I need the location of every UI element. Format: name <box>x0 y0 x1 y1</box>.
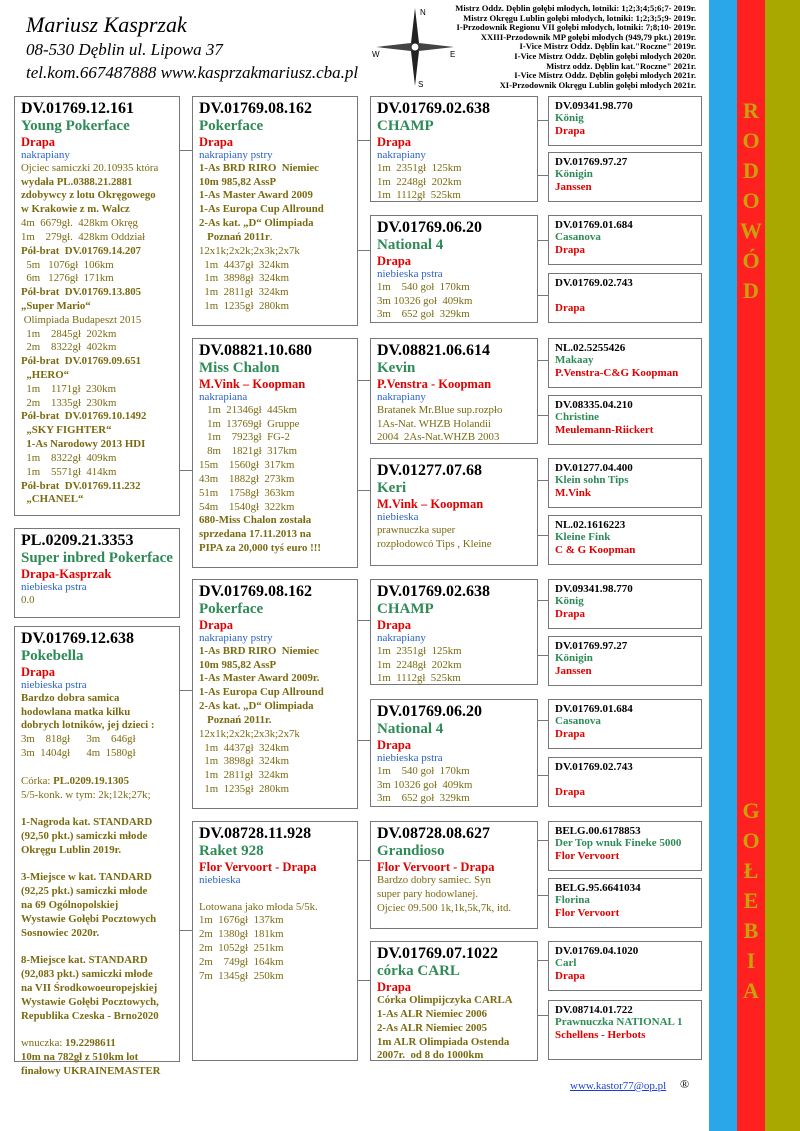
pedigree-note: prawnuczka super <box>377 523 456 536</box>
pedigree-note: 3m 1404gł 4m 1580gł <box>21 747 136 760</box>
plumage-color: nakrapiany <box>377 391 426 404</box>
pedigree-note: 2007r. od 8 do 1000km <box>377 1049 484 1062</box>
pigeon-name: Kleine Fink <box>555 531 611 544</box>
breeder-name: Drapa <box>21 134 56 149</box>
pigeon-name: Grandioso <box>377 842 445 859</box>
compass-e-label: E <box>450 50 456 59</box>
plumage-color: niebieska pstra <box>21 679 87 692</box>
title-line: XI-Przodownik Okręgu Lublin gołębi młodych 2021r. <box>499 79 696 90</box>
pedigree-note: 1m 3898gł 324km <box>199 755 289 768</box>
pedigree-note: Poznań 2011r. <box>199 713 272 726</box>
card-g6 <box>548 395 702 445</box>
pedigree-note: na 69 Ogólnopolskiej <box>21 899 119 912</box>
pedigree-note: 1-As ALR Niemiec 2006 <box>377 1008 488 1021</box>
side-letter: D <box>743 278 759 303</box>
side-letter: E <box>743 888 759 913</box>
pedigree-note: Sosnowiec 2020r. <box>21 926 100 939</box>
pigeon-name: Florina <box>555 894 590 907</box>
pedigree-note: wnuczka: 19.2298611 <box>21 1037 116 1050</box>
pedigree-note: sprzedana 17.11.2013 na <box>199 528 312 541</box>
card-dam-dam <box>192 821 358 1061</box>
card-g15 <box>548 941 702 991</box>
pedigree-note: (92,50 pkt.) samiczki młode <box>21 829 148 842</box>
pedigree-note: 4m 6679gł. 428km Okręg <box>21 217 138 230</box>
pedigree-note: 1-As BRD RIRO Niemiec <box>199 161 319 174</box>
ring-number: DV.08728.11.928 <box>199 825 312 842</box>
pedigree-note: „SKY FIGHTER“ <box>21 424 112 437</box>
ring-number: DV.01769.02.743 <box>555 277 633 289</box>
pedigree-note: 1m 1171gł 230km <box>21 382 116 395</box>
breeder-name: Flor Vervoort - Drapa <box>199 859 317 874</box>
breeder-name: Drapa <box>377 253 412 268</box>
pedigree-note: 10m na 782gł z 510km lot <box>21 1050 139 1063</box>
card-g7 <box>548 458 702 508</box>
pedigree-note: 43m 1882gł 273km <box>199 472 295 485</box>
header-titles <box>455 4 696 90</box>
breeder-name: Drapa <box>199 134 234 149</box>
pigeon-name: Christine <box>555 411 599 424</box>
compass-rose-icon <box>372 4 458 90</box>
ring-number: DV.01769.12.161 <box>21 100 135 117</box>
ring-number: DV.01769.01.684 <box>555 219 633 231</box>
ring-number: DV.08821.10.680 <box>199 342 313 359</box>
breeder-name: Drapa <box>377 737 412 752</box>
pigeon-name: König <box>555 595 584 608</box>
card-g16 <box>548 1000 702 1060</box>
pedigree-note: 5/5-konk. w tym: 2k;12k;27k; <box>21 788 151 801</box>
pedigree-note: 51m 1758gł 363km <box>199 486 295 499</box>
registered-mark: ® <box>680 1077 690 1091</box>
pigeon-name: Klein sohn Tips <box>555 474 629 487</box>
pedigree-note: Okręgu Lublin 2019r. <box>21 843 122 856</box>
side-letter: Ł <box>743 858 759 883</box>
pedigree-note <box>199 887 351 901</box>
pedigree-note: 1m 2811gł 324km <box>199 286 289 299</box>
title-line: Mistrz oddz. Dęblin kat."Roczne" 2021r. <box>546 60 696 71</box>
ring-number: DV.08335.04.210 <box>555 399 633 411</box>
ring-number: BELG.95.6641034 <box>555 882 641 894</box>
ring-number: DV.01769.02.743 <box>555 761 633 773</box>
plumage-color: nakrapiany <box>377 632 426 645</box>
pedigree-note: 5m 1076gł 106km <box>21 258 114 271</box>
title-line: I-Przodownik Regionu VII gołębi młodych, lotniki: 7;8;10- 2019r. <box>456 22 696 33</box>
pedigree-note: 1m 2845gł 202km <box>21 327 117 340</box>
pedigree-note: 2m 749gł 164km <box>199 955 284 968</box>
card-dds <box>370 821 538 929</box>
pedigree-note: 1m 4437gł 324km <box>199 258 289 271</box>
card-g4 <box>548 273 702 323</box>
pedigree-note: 1m 2351gł 125km <box>377 161 462 174</box>
side-letter: W <box>740 218 762 243</box>
side-letter: I <box>746 948 756 973</box>
pedigree-note: 1-As Master Award 2009 <box>199 189 313 202</box>
breeder-name: Flor Vervoort <box>555 849 620 862</box>
pigeon-name: National 4 <box>377 236 444 253</box>
title-line: I-Vice Mistrz Oddz. Dęblin gołębi młodych 2021r. <box>514 70 696 81</box>
pigeon-name: Pokebella <box>21 647 84 664</box>
pedigree-note: 0.0 <box>21 593 35 606</box>
ring-number: DV.01769.97.27 <box>555 156 628 168</box>
pedigree-note: 1m 8322gł 409km <box>21 451 117 464</box>
pedigree-note: 1m 1112gł 525km <box>377 672 461 685</box>
pedigree-note: w Krakowie z m. Walcz <box>21 203 130 216</box>
pigeon-name: Der Top wnuk Fineke 5000 <box>555 837 682 850</box>
ring-number: DV.01769.01.684 <box>555 703 633 715</box>
ring-number: DV.08821.06.614 <box>377 342 491 359</box>
pedigree-note: Pół-brat DV.01769.10.1492 <box>21 410 147 423</box>
pedigree-note: 1m 13769gł Gruppe <box>199 417 300 430</box>
header-address: 08-530 Dęblin ul. Lipowa 37 <box>26 40 223 59</box>
pedigree-note: 2-As kat. „D“ Olimpiada <box>199 217 314 230</box>
pedigree-note: 2-As kat. „D“ Olimpiada <box>199 700 314 713</box>
breeder-name: Drapa <box>555 786 585 799</box>
pedigree-note: 1m 1676gł 137km <box>199 914 284 927</box>
card-g12 <box>548 757 702 807</box>
pedigree-note: 1m 21346gł 445km <box>199 403 298 416</box>
breeder-name: M.Vink – Koopman <box>377 496 484 511</box>
pedigree-note: 1-As Europa Cup Allround <box>199 203 324 216</box>
side-title-top <box>737 100 765 310</box>
breeder-name: M.Vink – Koopman <box>199 376 306 391</box>
pedigree-note: 1m 2351gł 125km <box>377 644 462 657</box>
pigeon-name: córka CARL <box>377 962 460 979</box>
breeder-name: Flor Vervoort <box>555 906 620 919</box>
card-dss <box>370 579 538 685</box>
title-line: XXIII-Przodownik MP gołębi młodych (949,79 pkt.) 2019r. <box>480 31 696 42</box>
pedigree-note: 680-Miss Chalon została <box>199 514 312 527</box>
pedigree-note: 2m 1052gł 251km <box>199 942 284 955</box>
pedigree-note: 3m 818gł 3m 646gł <box>21 733 136 746</box>
pigeon-name: Raket 928 <box>199 842 264 859</box>
card-dam <box>14 626 180 1077</box>
breeder-name: Drapa-Kasprzak <box>21 566 112 581</box>
pigeon-name: Casanova <box>555 715 601 728</box>
plumage-color: nakrapiana <box>199 391 248 404</box>
pedigree-note <box>21 761 173 775</box>
title-line: I-Vice Mistrz Oddz. Dęblin gołębi młodych 2020r. <box>514 50 696 61</box>
pedigree-note: Wystawie Gołębi Pocztowych <box>21 912 157 925</box>
pedigree-note: 1-As Narodowy 2013 HDI <box>21 438 146 451</box>
pedigree-note: „HERO“ <box>21 369 69 382</box>
breeder-name: Drapa <box>555 727 585 740</box>
card-dsd <box>370 699 538 807</box>
pigeon-name: Königin <box>555 168 593 181</box>
pedigree-note: „Super Mario“ <box>21 299 91 312</box>
breeder-name: Flor Vervoort - Drapa <box>377 859 495 874</box>
breeder-name: Drapa <box>199 617 234 632</box>
ring-number: DV.01277.04.400 <box>555 462 633 474</box>
card-g9 <box>548 579 702 629</box>
card-dam-sire <box>192 579 358 809</box>
pedigree-note: 1m 2248gł 202km <box>377 175 462 188</box>
ring-number: DV.09341.98.770 <box>555 100 633 112</box>
breeder-name: Meulemann-Riickert <box>555 423 654 436</box>
plumage-color: nakrapiany <box>21 149 70 162</box>
pedigree-note: 1m 5571gł 414km <box>21 465 117 478</box>
ring-number: NL.02.1616223 <box>555 519 626 531</box>
pedigree-note: 1-As Europa Cup Allround <box>199 686 324 699</box>
pedigree-note: 2m 1335gł 230km <box>21 396 117 409</box>
pedigree-note <box>21 858 173 872</box>
breeder-name: Drapa <box>377 979 412 994</box>
pigeon-name: Super inbred Pokerface <box>21 549 173 566</box>
pedigree-note: Córka: PL.0209.19.1305 <box>21 774 129 787</box>
pedigree-note: hodowlana matka kilku <box>21 705 131 718</box>
breeder-name: Drapa <box>555 969 585 982</box>
ring-number: BELG.00.6178853 <box>555 825 641 837</box>
pedigree-note: super pary hodowlanej. <box>377 888 479 901</box>
plumage-color: niebieska pstra <box>377 268 443 281</box>
pedigree-note: 1m 1112gł 525km <box>377 189 461 202</box>
card-pigeon <box>14 528 180 618</box>
breeder-name: Janssen <box>555 664 592 677</box>
footer-email-link[interactable]: www.kastor77@op.pl <box>570 1080 667 1092</box>
pedigree-note: 3m 652 goł 329km <box>377 792 470 805</box>
pedigree-note: wydała PL.0388.21.2881 <box>21 175 133 188</box>
ring-number: DV.01769.12.638 <box>21 630 135 647</box>
pigeon-name: Pokerface <box>199 600 264 617</box>
card-sds <box>370 338 538 444</box>
ring-number: DV.08714.01.722 <box>555 1004 633 1016</box>
ring-number: DV.01769.07.1022 <box>377 945 499 962</box>
breeder-name: Drapa <box>21 664 56 679</box>
card-g1 <box>548 96 702 146</box>
pedigree-note: Wystawie Gołębi Pocztowych, <box>21 995 159 1008</box>
pigeon-name: Carl <box>555 957 577 970</box>
pedigree-note: 1m 2811gł 324km <box>199 769 289 782</box>
pedigree-note: 54m 1540gł 322km <box>199 500 295 513</box>
pedigree-note: 1m 540 goł 170km <box>377 764 470 777</box>
pigeon-name: Keri <box>377 479 407 496</box>
breeder-name: M.Vink <box>555 486 591 499</box>
pedigree-note: 1m 7923gł FG-2 <box>199 431 290 444</box>
pigeon-name: Königin <box>555 652 593 665</box>
card-sire-sire <box>192 96 358 326</box>
pedigree-note: Pół-brat DV.01769.13.805 <box>21 286 142 299</box>
plumage-color: nakrapiany <box>377 149 426 162</box>
card-sire-dam <box>192 338 358 568</box>
card-g10 <box>548 636 702 686</box>
pedigree-note: Lotowana jako młoda 5/5k. <box>199 900 318 913</box>
ring-number: DV.08728.08.627 <box>377 825 491 842</box>
ring-number: DV.01277.07.68 <box>377 462 483 479</box>
compass-s-label: S <box>418 80 424 89</box>
pigeon-name: Young Pokerface <box>21 117 130 134</box>
side-letter: D <box>743 158 759 183</box>
pedigree-note: 7m 1345gł 250km <box>199 969 284 982</box>
plumage-color: niebieska <box>199 874 241 887</box>
plumage-color: niebieska <box>377 511 419 524</box>
side-letter: O <box>742 128 760 153</box>
pedigree-note: 1m 1235gł 280km <box>199 299 289 312</box>
pedigree-note: Poznań 2011r. <box>199 230 273 243</box>
breeder-name: P.Venstra-C&G Koopman <box>555 366 679 379</box>
pedigree-note: 1m 540 goł 170km <box>377 280 470 293</box>
pedigree-note: na VII Środkowoeuropejskiej <box>21 981 158 994</box>
compass-w-label: W <box>372 50 380 59</box>
pedigree-note: Olimpiada Budapeszt 2015 <box>21 313 142 326</box>
card-g5 <box>548 338 702 388</box>
pedigree-note: 1-As Master Award 2009r. <box>199 672 320 685</box>
pedigree-note: 3-Miejsce w kat. TANDARD <box>21 871 152 884</box>
pedigree-note: 6m 1276gł 171km <box>21 272 114 285</box>
pedigree-note: 1m 3898gł 324km <box>199 272 289 285</box>
pedigree-note: 3m 652 goł 329km <box>377 308 470 321</box>
header-contact: tel.kom.667487888 www.kasprzakmariusz.cba.pl <box>26 63 359 82</box>
pedigree-note: 12x1k;2x2k;2x3k;2x7k <box>199 244 300 257</box>
pedigree-note: Pół-brat DV.01769.14.207 <box>21 244 142 257</box>
pedigree-note: Republika Czeska - Brno2020 <box>21 1009 159 1022</box>
pedigree-note: finałowy UKRAINEMASTER <box>21 1064 161 1077</box>
title-line: Mistrz Okręgu Lublin gołębi młodych, lotniki: 1;2;3;5;9- 2019r. <box>463 12 696 23</box>
pedigree-note <box>21 1023 173 1037</box>
pedigree-note <box>21 940 173 954</box>
card-g13 <box>548 821 702 871</box>
ring-number: DV.09341.98.770 <box>555 583 633 595</box>
ring-number: DV.01769.06.20 <box>377 703 483 720</box>
pigeon-name: CHAMP <box>377 117 434 134</box>
side-letter: R <box>743 98 759 123</box>
breeder-name: Drapa <box>377 134 412 149</box>
ring-number: DV.01769.02.638 <box>377 583 491 600</box>
pedigree-note: Bratanek Mr.Blue sup.rozpło <box>377 403 503 416</box>
pedigree-note: 2-As ALR Niemiec 2005 <box>377 1021 488 1034</box>
pedigree-note: (92,083 pkt.) samiczki młode <box>21 968 153 981</box>
pedigree-note: PIPA za 20,000 tyś euro !!! <box>199 541 321 554</box>
title-line: Mistrz Oddz. Dęblin gołębi młodych, lotniki: 1;2;3;4;5;6;7- 2019r. <box>455 3 696 13</box>
compass-n-label: N <box>420 8 426 17</box>
breeder-name: C & G Koopman <box>555 543 636 556</box>
pigeon-name: Prawnuczka NATIONAL 1 <box>555 1016 683 1029</box>
card-g14 <box>548 878 702 928</box>
plumage-color: nakrapiany pstry <box>199 632 273 645</box>
breeder-name: Schellens - Herbots <box>555 1028 646 1041</box>
stripe-olive <box>765 0 800 1131</box>
pigeon-name: König <box>555 112 584 125</box>
pedigree-note: 8-Miejsce kat. STANDARD <box>21 954 148 967</box>
pedigree-note: 10m 985,82 AssP <box>199 175 277 188</box>
pigeon-name: Makaay <box>555 354 594 367</box>
breeder-name: Drapa <box>555 607 585 620</box>
ring-number: DV.01769.04.1020 <box>555 945 639 957</box>
card-sss <box>370 96 538 202</box>
card-ddd <box>370 941 538 1061</box>
card-g2 <box>548 152 702 202</box>
ring-number: DV.01769.08.162 <box>199 100 313 117</box>
breeder-name: Janssen <box>555 180 592 193</box>
pedigree-note: 1-As BRD RIRO Niemiec <box>199 644 319 657</box>
ring-number: DV.01769.06.20 <box>377 219 483 236</box>
pedigree-note: 2004 2As-Nat.WHZB 2003 <box>377 431 500 444</box>
pigeon-name: CHAMP <box>377 600 434 617</box>
pedigree-note: „CHANEL“ <box>21 493 84 506</box>
stripe-blue <box>709 0 737 1131</box>
plumage-color: niebieska pstra <box>21 581 87 594</box>
pedigree-note: 3m 10326 goł 409km <box>377 294 473 307</box>
breeder-name: Drapa <box>555 243 585 256</box>
side-letter: Ó <box>742 248 760 273</box>
pedigree-note: Ojciec samiczki 20.10935 która <box>21 161 159 174</box>
pedigree-note: dobrych lotników, jej dzieci : <box>21 719 155 732</box>
side-letter: A <box>743 978 759 1003</box>
pedigree-note: (92,25 pkt.) samiczki młode <box>21 885 148 898</box>
breeder-name: Drapa <box>555 302 585 315</box>
breeder-name: Drapa <box>555 124 585 137</box>
card-g11 <box>548 699 702 749</box>
pedigree-note: Pół-brat DV.01769.09.651 <box>21 355 142 368</box>
side-letter: B <box>743 918 759 943</box>
card-sire <box>14 96 180 516</box>
pedigree-note: 1m ALR Olimpiada Ostenda <box>377 1035 510 1048</box>
pedigree-note: rozpłodowcó Tips , Kleine <box>377 537 492 550</box>
ring-number: NL.02.5255426 <box>555 342 626 354</box>
pedigree-note <box>21 802 173 816</box>
pedigree-note: Córka Olimpijczyka CARLA <box>377 994 513 1007</box>
ring-number: DV.01769.02.638 <box>377 100 491 117</box>
side-letter: O <box>742 828 760 853</box>
side-letter: O <box>742 188 760 213</box>
pigeon-name: Kevin <box>377 359 416 376</box>
pedigree-note: zdobywcy z lotu Okręgowego <box>21 189 156 202</box>
pigeon-name: Casanova <box>555 231 601 244</box>
pigeon-name: Miss Chalon <box>199 359 280 376</box>
pedigree-note: 2m 1380gł 181km <box>199 928 284 941</box>
pedigree-note: Bardzo dobra samica <box>21 691 120 704</box>
pedigree-note: 10m 985,82 AssP <box>199 658 277 671</box>
card-ssd <box>370 215 538 323</box>
pedigree-note: 1m 1235gł 280km <box>199 782 289 795</box>
card-g8 <box>548 515 702 565</box>
header-name: Mariusz Kasprzak <box>26 12 187 37</box>
pedigree-note: 3m 10326 goł 409km <box>377 778 473 791</box>
side-title-bottom <box>737 800 765 1010</box>
card-g3 <box>548 215 702 265</box>
ring-number: DV.01769.08.162 <box>199 583 313 600</box>
pedigree-note: 8m 1821gł 317km <box>199 445 298 458</box>
ring-number: PL.0209.21.3353 <box>21 532 134 549</box>
pedigree-note: 2m 8322gł 402km <box>21 341 117 354</box>
pedigree-note: Bardzo dobry samiec. Syn <box>377 874 491 887</box>
pedigree-note: 1-Nagroda kat. STANDARD <box>21 816 153 829</box>
breeder-name: Drapa <box>377 617 412 632</box>
pigeon-name: National 4 <box>377 720 444 737</box>
pigeon-name: Pokerface <box>199 117 264 134</box>
pedigree-note: 1m 279gł. 428km Oddział <box>21 230 146 243</box>
plumage-color: nakrapiany pstry <box>199 149 273 162</box>
pedigree-note: 1m 4437gł 324km <box>199 741 289 754</box>
pedigree-note: 15m 1560gł 317km <box>199 459 295 472</box>
title-line: I-Vice Mistrz Oddz. Dęblin kat."Roczne" 2019r. <box>519 41 696 52</box>
pedigree-note: 12x1k;2x2k;2x3k;2x7k <box>199 727 300 740</box>
ring-number: DV.01769.97.27 <box>555 640 628 652</box>
side-letter: G <box>742 798 760 823</box>
pedigree-note: Ojciec 09.500 1k,1k,5k,7k, itd. <box>377 901 512 914</box>
plumage-color: niebieska pstra <box>377 752 443 765</box>
card-sdd <box>370 458 538 566</box>
pedigree-note: Pół-brat DV.01769.11.232 <box>21 479 141 492</box>
pedigree-note: 1m 2248gł 202km <box>377 658 462 671</box>
pedigree-note: 1As-Nat. WHZB Holandii <box>377 417 492 430</box>
breeder-name: P.Venstra - Koopman <box>377 376 492 391</box>
